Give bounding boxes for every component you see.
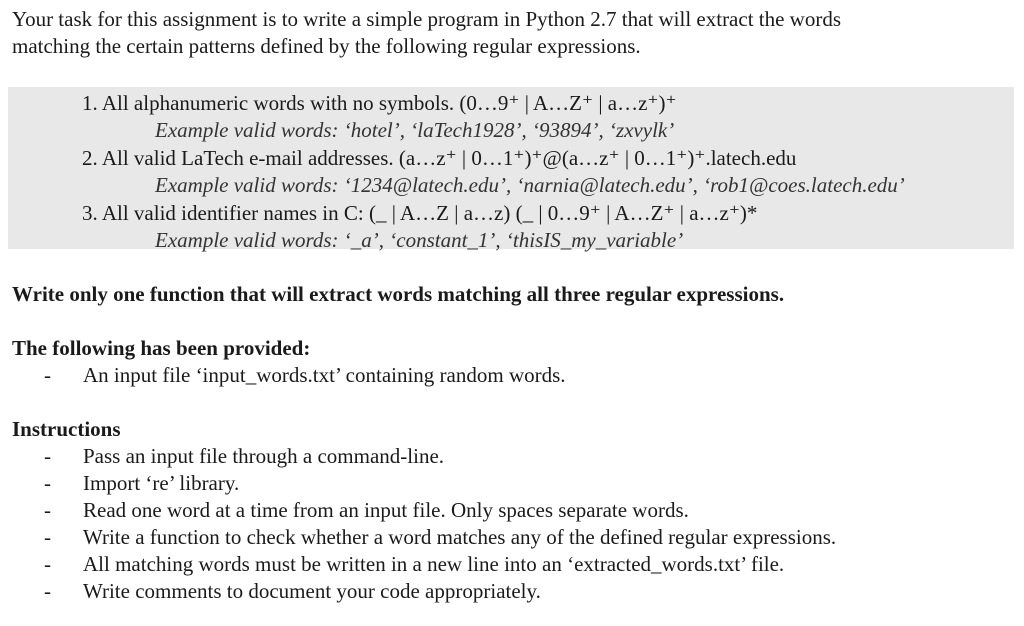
bullet-dash: - bbox=[44, 363, 51, 387]
instruction-item-3-text: Read one word at a time from an input file. Only spaces separate words. bbox=[83, 498, 689, 522]
pattern-1-number: 1. bbox=[82, 91, 98, 115]
one-function-note: Write only one function that will extract words matching all three regular expressions. bbox=[12, 282, 785, 306]
bullet-dash: - bbox=[44, 444, 51, 468]
intro-paragraph bbox=[12, 6, 1012, 60]
instructions-heading: Instructions bbox=[12, 417, 121, 441]
pattern-1-example: Example valid words: ‘hotel’, ‘laTech1928’, ‘93894’, ‘zxvylk’ bbox=[155, 118, 675, 142]
pattern-3-example: Example valid words: ‘_a’, ‘constant_1’, ‘thisIS_my_variable’ bbox=[155, 228, 684, 252]
pattern-2-example: Example valid words: ‘1234@latech.edu’, ‘narnia@latech.edu’, ‘rob1@coes.latech.edu’ bbox=[155, 173, 905, 197]
pattern-3-number: 3. bbox=[82, 201, 98, 225]
pattern-3-text: All valid identifier names in C: (_ | A…Z | a…z) (_ | 0…9⁺ | A…Z⁺ | a…z⁺)* bbox=[101, 201, 758, 225]
provided-heading: The following has been provided: bbox=[12, 336, 311, 360]
intro-line-1: Your task for this assignment is to write a simple program in Python 2.7 that will extract the words bbox=[12, 7, 842, 31]
pattern-1 bbox=[82, 90, 677, 117]
bullet-dash: - bbox=[44, 579, 51, 603]
bullet-dash: - bbox=[44, 552, 51, 576]
provided-item-1-text: An input file ‘input_words.txt’ containing random words. bbox=[83, 363, 566, 387]
pattern-2 bbox=[82, 145, 796, 172]
instruction-item-1-text: Pass an input file through a command-line. bbox=[83, 444, 445, 468]
pattern-1-text: All alphanumeric words with no symbols. (0…9⁺ | A…Z⁺ | a…z⁺)⁺ bbox=[101, 91, 677, 115]
instruction-item-2-text: Import ‘re’ library. bbox=[83, 471, 240, 495]
instruction-item-5-text: All matching words must be written in a new line into an ‘extracted_words.txt’ file. bbox=[83, 552, 785, 576]
pattern-2-number: 2. bbox=[82, 146, 98, 170]
pattern-2-text: All valid LaTech e-mail addresses. (a…z⁺ | 0…1⁺)⁺@(a…z⁺ | 0…1⁺)⁺.latech.edu bbox=[101, 146, 797, 170]
bullet-dash: - bbox=[44, 498, 51, 522]
pattern-3 bbox=[82, 200, 757, 227]
instruction-item-6-text: Write comments to document your code appropriately. bbox=[83, 579, 541, 603]
bullet-dash: - bbox=[44, 525, 51, 549]
bullet-dash: - bbox=[44, 471, 51, 495]
instruction-item-4-text: Write a function to check whether a word matches any of the defined regular expressions. bbox=[83, 525, 837, 549]
intro-line-2: matching the certain patterns defined by the following regular expressions. bbox=[12, 34, 641, 58]
